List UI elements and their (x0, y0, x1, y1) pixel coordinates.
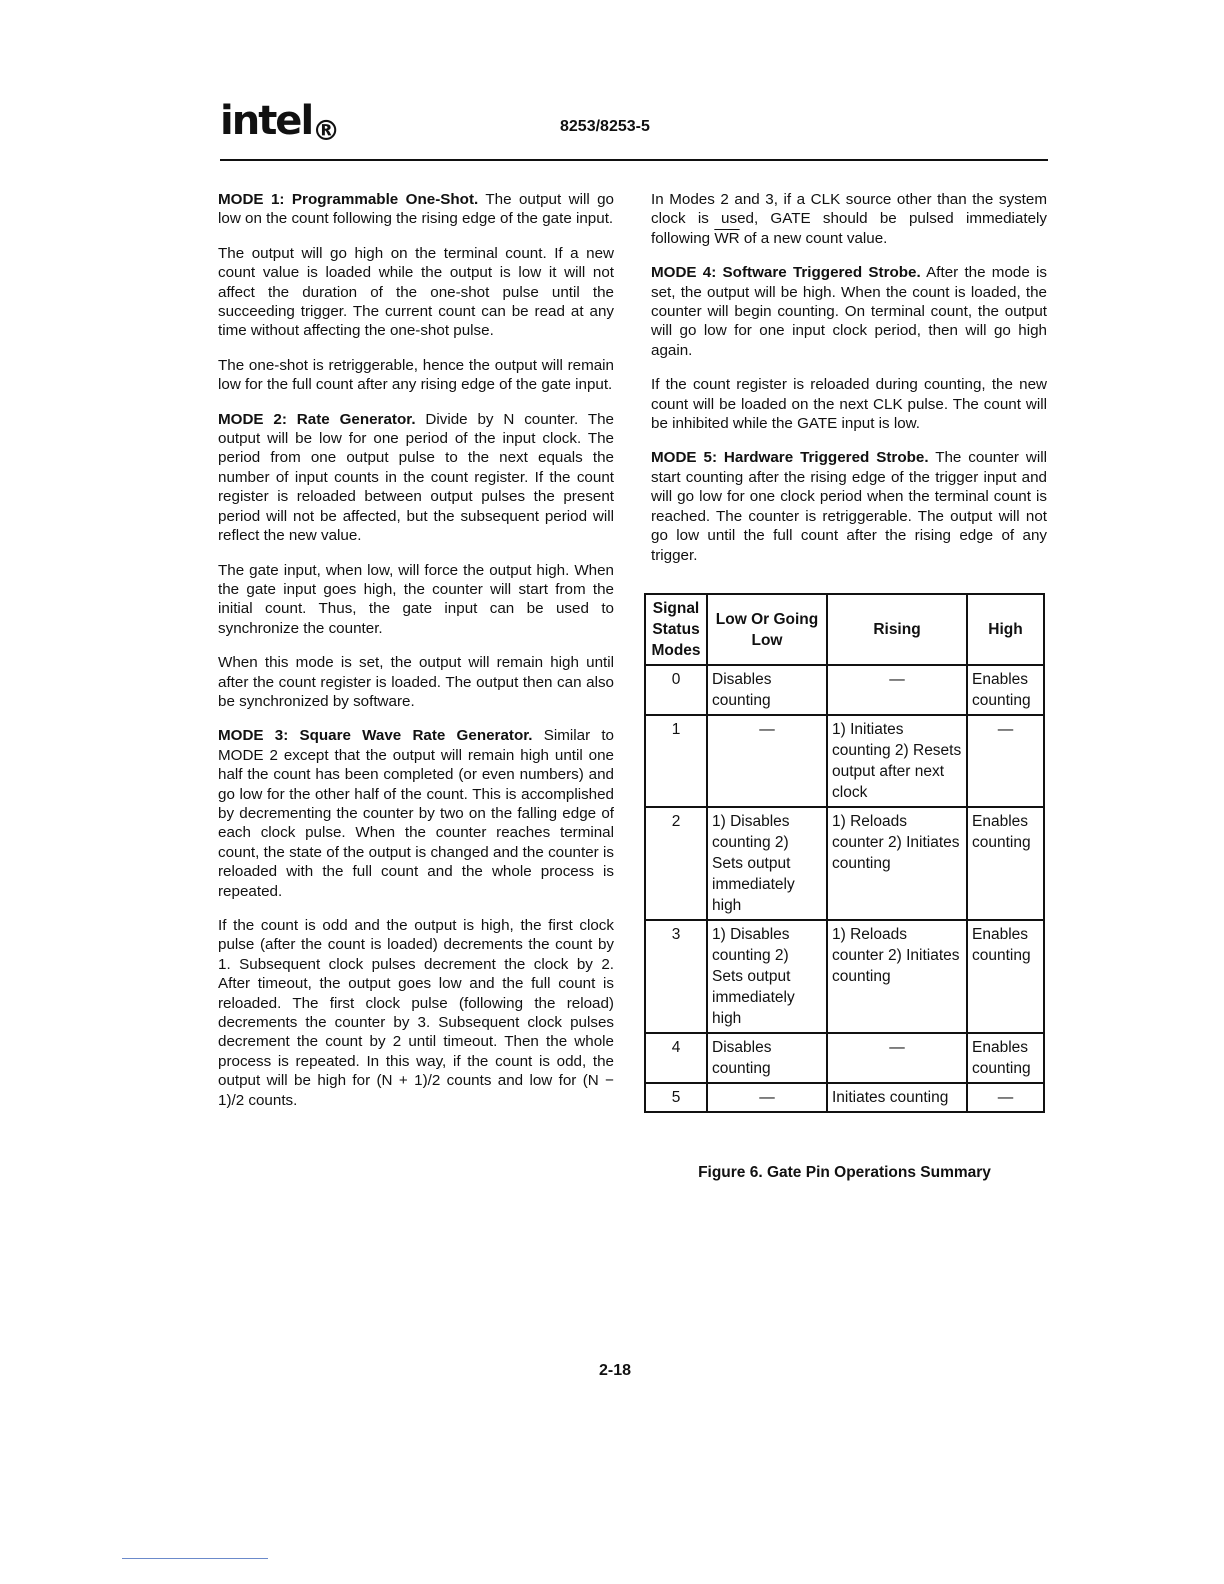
table-row (645, 715, 1044, 807)
table-row (645, 920, 1044, 1033)
col-header-high: High (967, 594, 1044, 665)
logo-text: intel (220, 98, 313, 144)
paragraph: The gate input, when low, will force the output high. When the gate input goes high, the counter will start from the initial count. Thus, the gate input can be used to synchronize the counter. (218, 561, 614, 637)
cell-rising: — (827, 1033, 967, 1083)
col-header-rising: Rising (827, 594, 967, 665)
cell-rising: 1) Initiates counting 2) Resets output after next clock (827, 715, 967, 807)
gate-operations-table (644, 593, 1045, 1113)
paragraph: In Modes 2 and 3, if a CLK source other than the system clock is used, GATE should be pulsed immediately following $\overline{WR}$ of a new count value. (651, 191, 1047, 247)
paragraph: If the count is odd and the output is high, the first clock pulse (after the count is loaded) decrements the count by 1. Subsequent clock pulses decrement the clock by 2. After timeout, the output goes low and the full count is reloaded. The first clock pulse (following the reload) decrements the counter by 3. Subsequent clock pulses decrement the count by 2 until timeout. Then the whole process is repeated. In this way, if the count is odd, the output will be high for (N + 1)/2 counts and low for (N − 1)/2 counts. (218, 917, 614, 1109)
cell-high: Enables counting (967, 665, 1044, 715)
table-row (645, 1033, 1044, 1083)
paragraph: The one-shot is retriggerable, hence the output will remain low for the full count after any rising edge of the gate input. (218, 356, 614, 394)
table-header-row (645, 594, 1044, 665)
table-row (645, 665, 1044, 715)
col-header-modes: Signal Status Modes (645, 594, 707, 665)
cell-high: Enables counting (967, 920, 1044, 1033)
col-header-low: Low Or Going Low (707, 594, 827, 665)
wr-signal: $\overline{WR}$ (714, 229, 740, 247)
cell-rising: 1) Reloads counter 2) Initiates counting (827, 920, 967, 1033)
paragraph: When this mode is set, the output will remain high until after the count register is loaded. The output then can also be synchronized by software. (218, 654, 614, 710)
paragraph: The output will go high on the terminal count. If a new count value is loaded while the output is low it will not affect the duration of the one-shot pulse until the succeeding trigger. The current count can be read at any time without affecting the one-shot pulse. (218, 244, 614, 340)
right-column (651, 190, 1047, 580)
cell-rising: Initiates counting (827, 1083, 967, 1112)
cell-rising: — (827, 665, 967, 715)
cell-low: 1) Disables counting 2) Sets output immediately high (707, 920, 827, 1033)
cell-high: Enables counting (967, 1033, 1044, 1083)
paragraph: MODE 3: Square Wave Rate Generator. Similar to MODE 2 except that the output will remain high until one half the count has been completed (or even numbers) and go low for the other half of the count. This is accomplished by decrementing the counter by two on the falling edge of each clock pulse. When the counter reaches terminal count, the state of the output is changed and the counter is reloaded with the full count and the whole process is repeated. (218, 727, 614, 900)
paragraph: MODE 1: Programmable One-Shot. The output will go low on the count following the rising edge of the gate input. (218, 191, 615, 228)
paragraph: MODE 2: Rate Generator. Divide by N counter. The output will be low for one period of the input clock. The period from one output pulse to the next equals the number of input counts in the count register. If the count register is reloaded between output pulses the present period will not be affected, but the subsequent period will reflect the new value. (218, 410, 614, 545)
header-rule (220, 159, 1048, 161)
cell-low: 1) Disables counting 2) Sets output immediately high (707, 807, 827, 920)
cell-low: Disables counting (707, 665, 827, 715)
logo-mark: ® (312, 114, 339, 147)
cell-high: Enables counting (967, 807, 1044, 920)
cell-low: — (707, 1083, 827, 1112)
bottom-rule (122, 1558, 268, 1559)
left-column (218, 190, 614, 1125)
table-row (645, 807, 1044, 920)
cell-mode: 2 (645, 807, 707, 920)
cell-mode: 5 (645, 1083, 707, 1112)
cell-low: — (707, 715, 827, 807)
cell-mode: 1 (645, 715, 707, 807)
document-id: 8253/8253-5 (560, 118, 650, 135)
cell-mode: 0 (645, 665, 707, 715)
table-row (645, 1083, 1044, 1112)
paragraph: MODE 5: Hardware Triggered Strobe. The counter will start counting after the rising edge of the trigger input and will go low for one clock period when the terminal count is reached. The counter is retriggerable. The output will not go low until the full count after the rising edge of any trigger. (651, 449, 1047, 564)
cell-high: — (967, 1083, 1044, 1112)
paragraph: If the count register is reloaded during counting, the new count will be loaded on the next CLK pulse. The count will be inhibited while the GATE input is low. (651, 376, 1047, 433)
figure-caption: Figure 6. Gate Pin Operations Summary (698, 1164, 991, 1181)
page-number: 2-18 (598, 1362, 632, 1379)
cell-high: — (967, 715, 1044, 807)
paragraph: MODE 4: Software Triggered Strobe. After the mode is set, the output will be high. When the count is loaded, the counter will begin counting. On terminal count, the output will go low for one input clock period, then will go high again. (651, 264, 1048, 359)
intel-logo (220, 98, 339, 147)
cell-mode: 4 (645, 1033, 707, 1083)
cell-mode: 3 (645, 920, 707, 1033)
cell-low: Disables counting (707, 1033, 827, 1083)
cell-rising: 1) Reloads counter 2) Initiates counting (827, 807, 967, 920)
